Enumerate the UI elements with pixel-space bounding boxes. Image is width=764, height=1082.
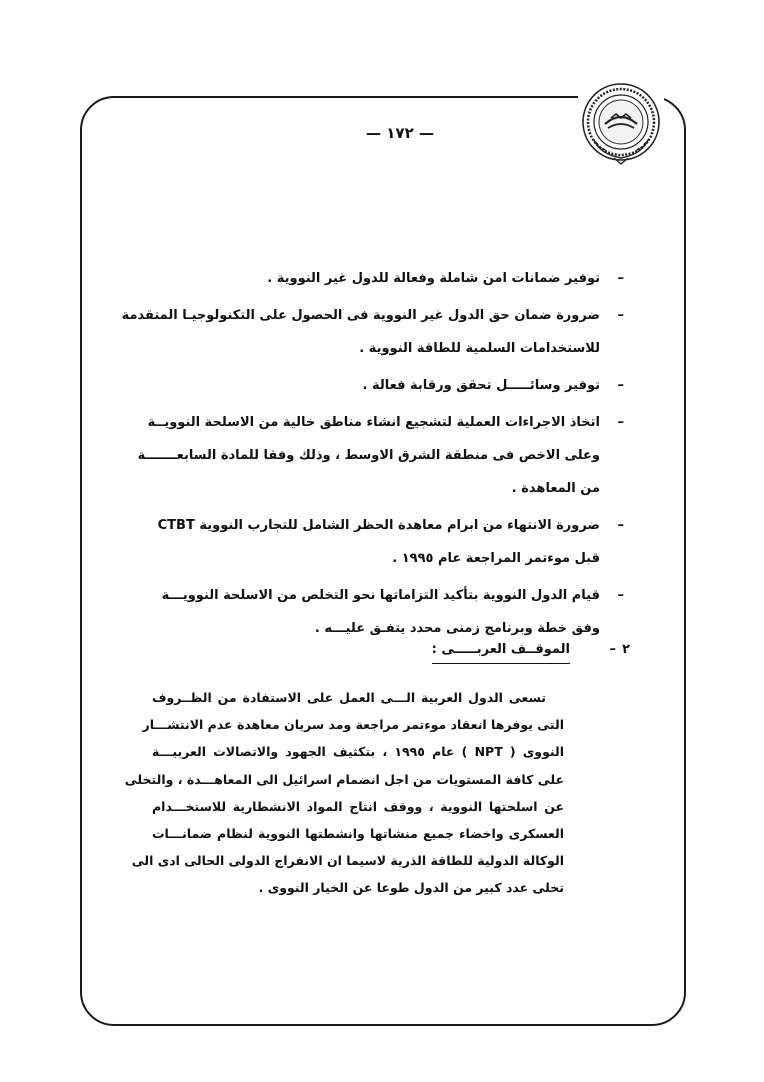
paragraph-line: التى يوفرها انعقاد موءتمر مراجعة ومد سريان معاهدة عدم الانتشـــار (142, 717, 564, 733)
bullet-list (121, 262, 624, 645)
page-number: — ١٧٢ — (366, 124, 434, 142)
bullet-text-line: توفير وسائـــــل تحقق ورقابة فعالة . (362, 378, 600, 393)
bullet-item (130, 369, 624, 402)
bullet-dash: – (617, 415, 624, 430)
bullet-text-line: قبل موءتمر المراجعة عام ١٩٩٥ . (392, 551, 600, 566)
bullet-item (130, 262, 624, 295)
body-paragraph (124, 684, 564, 902)
bullet-dash: – (617, 588, 624, 603)
bullet-item (121, 299, 624, 365)
bullet-item (130, 579, 624, 645)
paragraph-line: الوكالة الدولية للطاقة الذرية لاسيما ان الانفراج الدولى الحالى ادى الى (131, 853, 564, 869)
section-dash: – (609, 642, 616, 657)
paragraph-line: عن اسلحتها النووية ، ووقف انتاج المواد الانشطارية للاستخـــدام (152, 798, 564, 814)
bullet-text-line: اتخاذ الاجراءات العملية لتشجيع انشاء مناطق خالية من الاسلحة النوويــة (147, 415, 600, 430)
paragraph-line: النووى ( NPT ) عام ١٩٩٥ ، بتكثيف الجهود والاتصالات العربيـــة (152, 744, 564, 760)
bullet-text-line: ضرورة ضمان حق الدول غير النووية فى الحصول على التكنولوجيـا المتقدمة (121, 308, 600, 323)
bullet-text-line: وفق خطة وبرنامج زمنى محدد يتفـق عليـــه . (314, 621, 600, 636)
paragraph-line: تخلى عدد كبير من الدول طوعا عن الخيار النووى . (258, 880, 564, 896)
paragraph-line: تسعى الدول العربية الـــى العمل على الاستفادة من الظــروف (152, 690, 546, 705)
paragraph-line: على كافة المستويات من اجل انضمام اسرائيل الى المعاهـــدة ، والتخلى (124, 771, 564, 787)
section-title: الموقــف العربـــــى : (432, 638, 570, 664)
bullet-text-line: للاستخدامات السلمية للطاقة النووية . (359, 341, 600, 356)
bullet-dash: – (617, 271, 624, 286)
bullet-item (130, 509, 624, 575)
bullet-text-line: وعلى الاخص فى منطقة الشرق الاوسط ، وذلك وفقا للمادة السابعـــــــة (137, 448, 600, 463)
bullet-text-line: قيام الدول النووية بتأكيد التزاماتها نحو التخلص من الاسلحة النوويـــة (161, 588, 600, 603)
bullet-text-line: ضرورة الانتهاء من ابرام معاهدة الحظر الشامل للتجارب النووية CTBT (157, 518, 600, 533)
paragraph-line: العسكرى واخضاء جميع منشاتها وانشطتها النووية لنظام ضمانـــات (152, 826, 564, 842)
bullet-dash: – (617, 518, 624, 533)
bullet-item (130, 406, 624, 505)
bullet-dash: – (617, 308, 624, 323)
section-number: ٢ (622, 642, 630, 657)
bullet-dash: – (617, 378, 624, 393)
bullet-text-line: من المعاهدة . (511, 481, 600, 496)
bullet-text-line: توفير ضمانات امن شاملة وفعالة للدول غير النووية . (267, 271, 600, 286)
arab-league-seal-icon (578, 80, 664, 166)
